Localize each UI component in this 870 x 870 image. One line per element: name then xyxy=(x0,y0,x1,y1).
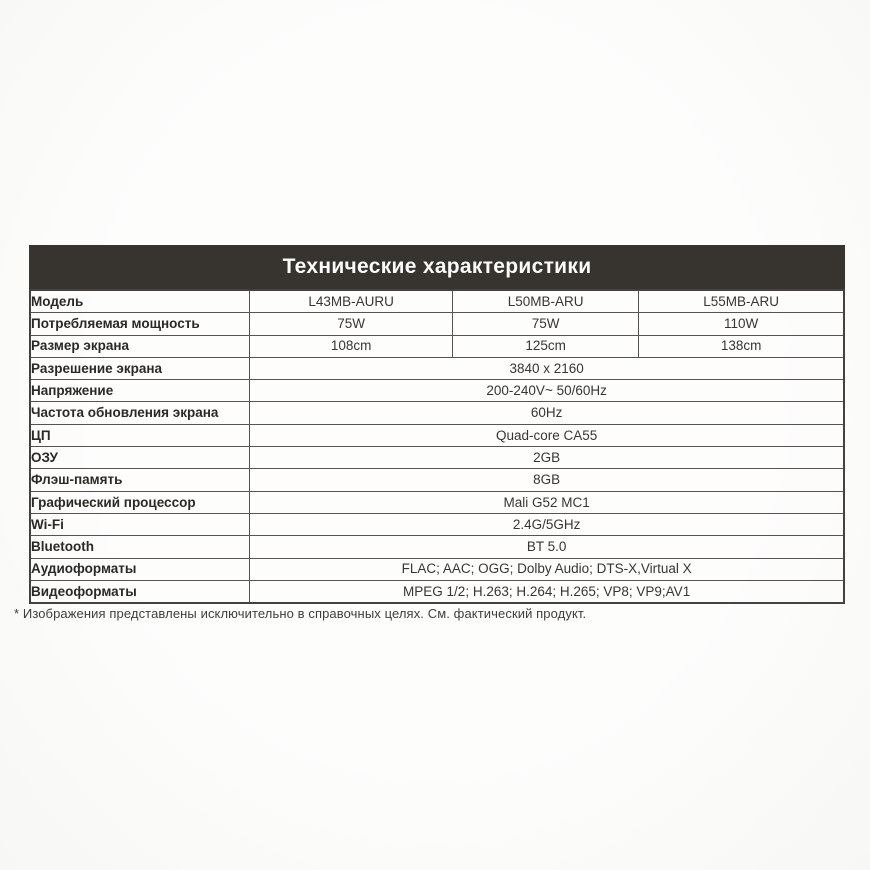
page-title: Технические характеристики xyxy=(282,255,592,278)
spec-value: 75W xyxy=(452,313,638,335)
table-row-resolution xyxy=(30,357,844,379)
spec-value: Mali G52 MC1 xyxy=(250,491,844,513)
spec-label: Wi-Fi xyxy=(30,513,250,535)
table-row-refresh-rate xyxy=(30,402,844,424)
spec-label: ОЗУ xyxy=(30,447,250,469)
spec-value: 110W xyxy=(639,313,844,335)
spec-value: BT 5.0 xyxy=(250,536,844,558)
table-row-ram xyxy=(30,447,844,469)
spec-value: 108cm xyxy=(250,335,453,357)
spec-label: Размер экрана xyxy=(30,335,250,357)
table-row-power xyxy=(30,313,844,335)
spec-value: L55MB-ARU xyxy=(639,290,844,313)
spec-value: 138cm xyxy=(639,335,844,357)
spec-label: ЦП xyxy=(30,424,250,446)
table-row-video-formats xyxy=(30,580,844,603)
spec-value: 2.4G/5GHz xyxy=(250,513,844,535)
spec-table-header xyxy=(29,245,845,289)
spec-label: Частота обновления экрана xyxy=(30,402,250,424)
image-disclaimer-footnote: * Изображения представлены исключительно в справочных целях. См. фактический продукт. xyxy=(14,606,587,621)
spec-value: MPEG 1/2; H.263; H.264; H.265; VP8; VP9;AV1 xyxy=(250,580,844,603)
table-row-bluetooth xyxy=(30,536,844,558)
spec-value: Quad-core CA55 xyxy=(250,424,844,446)
spec-value: 60Hz xyxy=(250,402,844,424)
table-row-voltage xyxy=(30,380,844,402)
spec-label: Потребляемая мощность xyxy=(30,313,250,335)
spec-sheet xyxy=(29,245,845,604)
spec-label: Разрешение экрана xyxy=(30,357,250,379)
spec-value: L50MB-ARU xyxy=(452,290,638,313)
spec-label: Флэш-память xyxy=(30,469,250,491)
table-row-wifi xyxy=(30,513,844,535)
spec-label: Графический процессор xyxy=(30,491,250,513)
spec-value: 200-240V~ 50/60Hz xyxy=(250,380,844,402)
spec-value: 2GB xyxy=(250,447,844,469)
table-row-gpu xyxy=(30,491,844,513)
table-row-screen-size xyxy=(30,335,844,357)
spec-value: FLAC; AAC; OGG; Dolby Audio; DTS-X,Virtual X xyxy=(250,558,844,580)
table-row-model xyxy=(30,290,844,313)
spec-value: 125cm xyxy=(452,335,638,357)
spec-table xyxy=(29,289,845,604)
spec-label: Модель xyxy=(30,290,250,313)
table-row-audio-formats xyxy=(30,558,844,580)
table-row-cpu xyxy=(30,424,844,446)
spec-value: L43MB-AURU xyxy=(250,290,453,313)
spec-label: Видеоформаты xyxy=(30,580,250,603)
table-row-flash xyxy=(30,469,844,491)
spec-label: Напряжение xyxy=(30,380,250,402)
spec-label: Аудиоформаты xyxy=(30,558,250,580)
spec-value: 75W xyxy=(250,313,453,335)
spec-label: Bluetooth xyxy=(30,536,250,558)
spec-value: 8GB xyxy=(250,469,844,491)
spec-value: 3840 x 2160 xyxy=(250,357,844,379)
